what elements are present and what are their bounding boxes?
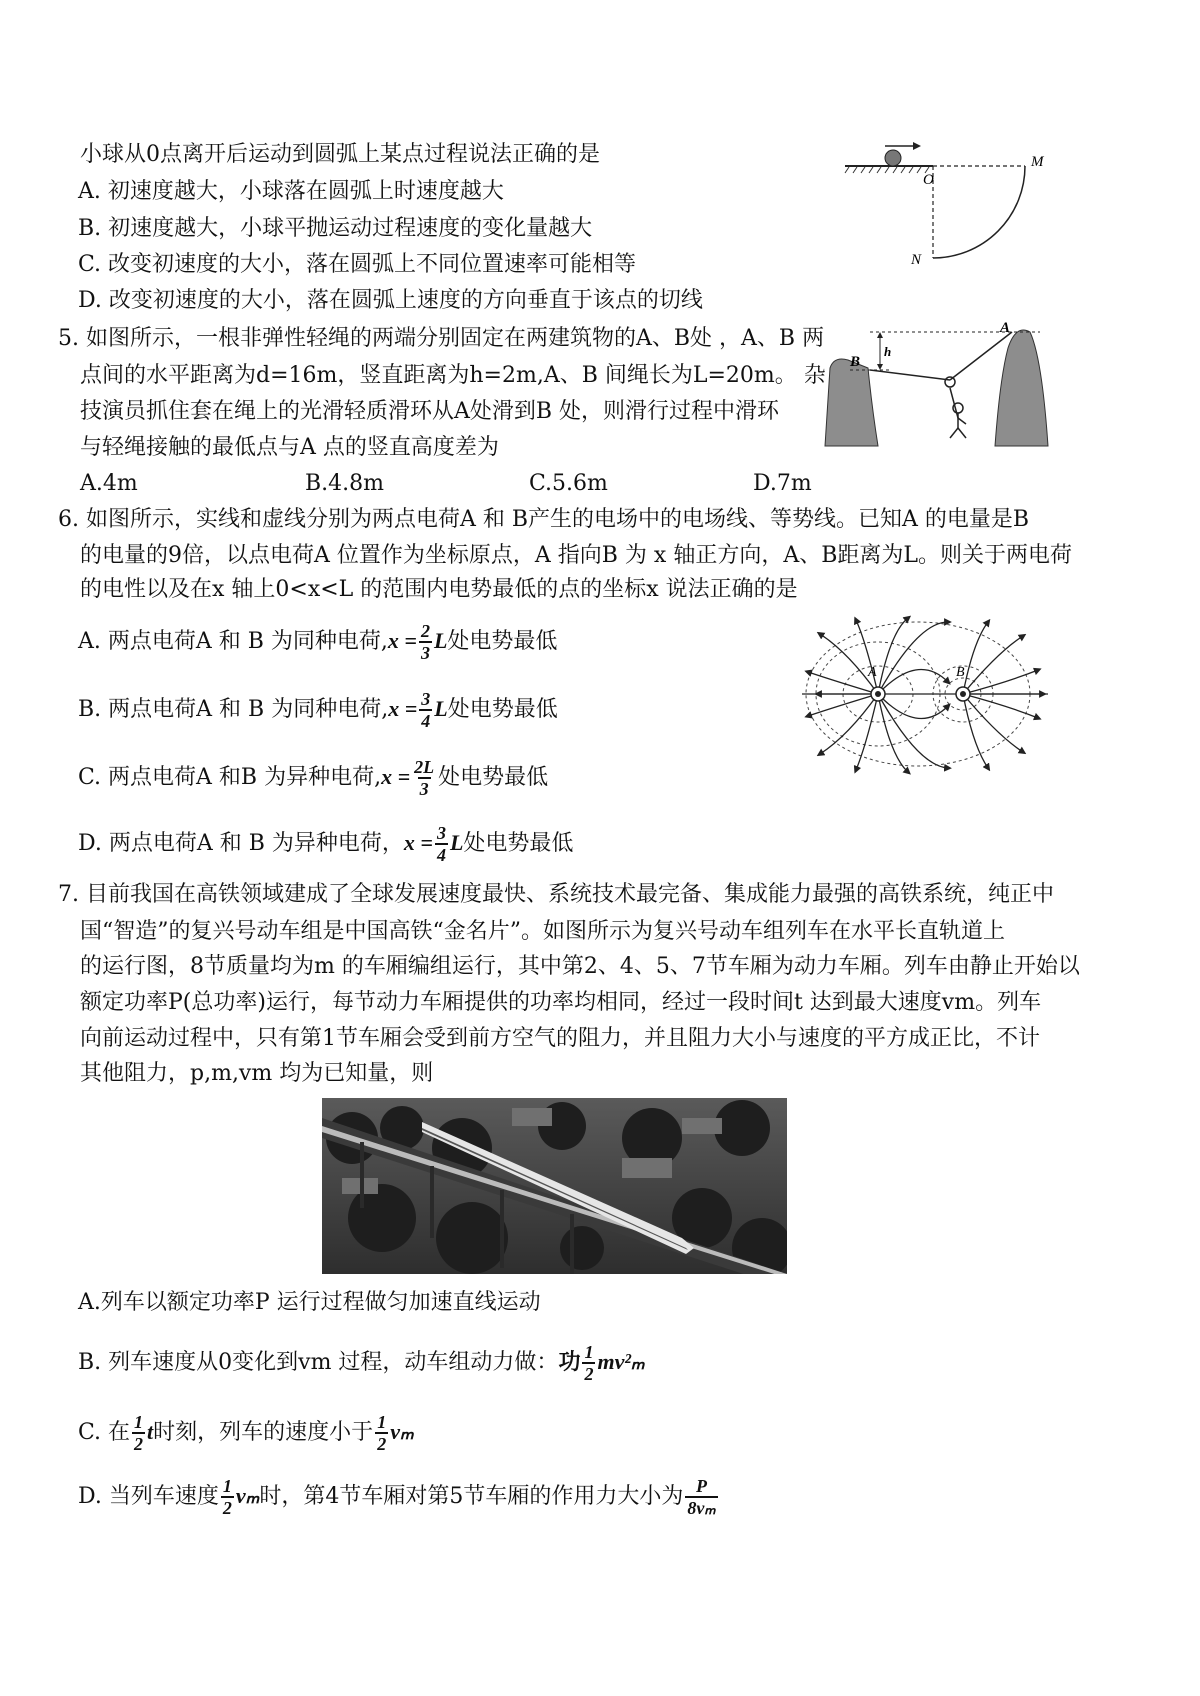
q7-b-text: B. 列车速度从0变化到vm 过程，动车组动力做： bbox=[78, 1350, 559, 1375]
q7-c-fraction2 bbox=[375, 1412, 388, 1454]
q7-option-c bbox=[78, 1412, 414, 1454]
q7-d-mid: 时，第4节车厢对第5节车厢的作用力大小为 bbox=[259, 1484, 684, 1509]
q5-option-c: C.5.6m bbox=[529, 471, 608, 496]
q6-c-den: 3 bbox=[419, 779, 429, 799]
q5-rope-figure bbox=[820, 318, 1055, 448]
q7-option-d bbox=[78, 1476, 720, 1518]
q6-b-fraction bbox=[419, 689, 432, 731]
q7-d-text: D. 当列车速度 bbox=[78, 1484, 219, 1509]
q6-c-x: x = bbox=[381, 764, 411, 789]
q7-d-fraction2 bbox=[685, 1476, 717, 1518]
q4-label-n: N bbox=[911, 252, 922, 268]
q4-option-b: B. 初速度越大，小球平抛运动过程速度的变化量越大 bbox=[78, 216, 593, 241]
q5-line1: 5. 如图所示，一根非弹性轻绳的两端分别固定在两建筑物的A、B处 ，A、B 两 bbox=[58, 326, 825, 351]
q7-line4: 额定功率P(总功率)运行，每节动力车厢提供的功率均相同，经过一段时间t 达到最大速度vm。列车 bbox=[80, 990, 1042, 1015]
q5-option-b: B.4.8m bbox=[305, 471, 385, 496]
q6-d-post: 处电势最低 bbox=[463, 831, 574, 856]
q6-option-d bbox=[78, 823, 573, 865]
q6-line3: 的电性以及在x 轴上0<x<L 的范围内电势最低的点的坐标x 说法正确的是 bbox=[80, 577, 798, 602]
q4-label-m: M bbox=[1031, 154, 1044, 170]
q6-b-l: L bbox=[434, 696, 448, 721]
q5-line4: 与轻绳接触的最低点与A 点的竖直高度差为 bbox=[80, 435, 499, 460]
q5-label-a: A bbox=[1000, 320, 1011, 336]
q6-label-a: A bbox=[868, 665, 877, 680]
q7-d-num1: 1 bbox=[222, 1476, 232, 1496]
q7-b-expr: mv²ₘ bbox=[597, 1349, 645, 1374]
q5-option-d: D.7m bbox=[753, 471, 812, 496]
q5-option-a: A.4m bbox=[80, 471, 138, 496]
q6-d-l: L bbox=[449, 830, 464, 855]
q6-a-text: A. 两点电荷A 和 B 为同种电荷, bbox=[78, 629, 388, 654]
q6-line1: 6. 如图所示，实线和虚线分别为两点电荷A 和 B产生的电场中的电场线、等势线。已知A 的电量是B bbox=[58, 507, 1030, 532]
q6-a-num: 2 bbox=[420, 621, 430, 641]
q7-d-v: vₘ bbox=[235, 1483, 260, 1508]
q7-train-photo bbox=[322, 1098, 787, 1274]
q5-line3: 技演员抓住套在绳上的光滑轻质滑环从A处滑到B 处，则滑行过程中滑环 bbox=[80, 399, 780, 424]
q6-option-b bbox=[78, 689, 558, 731]
q7-b-word: 功 bbox=[558, 1349, 581, 1375]
q7-b-fraction bbox=[582, 1342, 595, 1384]
q4-option-d: D. 改变初速度的大小，落在圆弧上速度的方向垂直于该点的切线 bbox=[78, 288, 703, 313]
q7-c-mid: 时刻，列车的速度小于 bbox=[153, 1420, 374, 1445]
q6-option-a bbox=[78, 621, 557, 663]
q6-a-fraction bbox=[419, 621, 432, 663]
q4-stem: 小球从0点离开后运动到圆弧上某点过程说法正确的是 bbox=[80, 142, 600, 167]
q6-b-post: 处电势最低 bbox=[447, 697, 558, 722]
q4-arc-figure bbox=[835, 140, 1050, 275]
q7-c-v: vₘ bbox=[390, 1419, 414, 1444]
q6-a-den: 3 bbox=[420, 643, 430, 663]
q6-a-post: 处电势最低 bbox=[447, 629, 558, 654]
q7-c-text: C. 在 bbox=[78, 1420, 131, 1445]
q6-b-x: x = bbox=[388, 696, 418, 721]
q6-b-text: B. 两点电荷A 和 B 为同种电荷, bbox=[78, 697, 389, 722]
q6-d-den: 4 bbox=[436, 845, 446, 865]
q7-line2: 国“智造”的复兴号动车组是中国高铁“金名片”。如图所示为复兴号动车组列车在水平长直轨道上 bbox=[80, 919, 1005, 944]
q4-label-o: O bbox=[923, 172, 934, 188]
q7-c-den2: 2 bbox=[377, 1434, 387, 1454]
q7-c-t: t bbox=[147, 1419, 154, 1444]
q6-label-b: B bbox=[956, 665, 965, 680]
q6-c-fraction bbox=[412, 757, 436, 799]
q7-line1: 7. 目前我国在高铁领域建成了全球发展速度最快、系统技术最完备、集成能力最强的高铁系统，纯正中 bbox=[58, 882, 1054, 907]
q5-label-h: h bbox=[884, 344, 892, 359]
q6-d-text: D. 两点电荷A 和 B 为异种电荷， bbox=[78, 831, 404, 856]
q7-line6: 其他阻力，p,m,vm 均为已知量，则 bbox=[80, 1061, 434, 1086]
q7-line3: 的运行图，8节质量均为m 的车厢编组运行，其中第2、4、5、7节车厢为动力车厢。列车由静止开始以 bbox=[80, 954, 1080, 979]
q6-b-num: 3 bbox=[421, 689, 431, 709]
q7-c-den1: 2 bbox=[134, 1434, 144, 1454]
q6-option-c bbox=[78, 757, 548, 799]
q6-b-den: 4 bbox=[421, 711, 431, 731]
q7-c-num1: 1 bbox=[134, 1412, 144, 1432]
q6-d-num: 3 bbox=[436, 823, 446, 843]
q4-option-c: C. 改变初速度的大小，落在圆弧上不同位置速率可能相等 bbox=[78, 252, 637, 277]
q6-c-post: 处电势最低 bbox=[438, 765, 549, 790]
q5-label-b: B bbox=[850, 354, 861, 370]
q7-d-den1: 2 bbox=[222, 1498, 232, 1518]
q7-b-num: 1 bbox=[584, 1342, 594, 1362]
q4-option-a: A. 初速度越大，小球落在圆弧上时速度越大 bbox=[78, 179, 504, 204]
q7-option-a: A.列车以额定功率P 运行过程做匀加速直线运动 bbox=[78, 1290, 541, 1315]
q7-d-fraction1 bbox=[221, 1476, 234, 1518]
q7-line5: 向前运动过程中，只有第1节车厢会受到前方空气的阻力，并且阻力大小与速度的平方成正比，不计 bbox=[80, 1026, 1041, 1051]
q6-field-figure bbox=[798, 612, 1053, 777]
q6-line2: 的电量的9倍，以点电荷A 位置作为坐标原点，A 指向B 为 x 轴正方向，A、B距离为L。则关于两电荷 bbox=[80, 543, 1072, 568]
q7-c-fraction1 bbox=[132, 1412, 145, 1454]
q6-a-x: x = bbox=[387, 628, 417, 653]
q7-d-num2: P bbox=[695, 1476, 707, 1496]
q7-c-num2: 1 bbox=[377, 1412, 387, 1432]
q5-line2: 点间的水平距离为d=16m，竖直距离为h=2m,A、B 间绳长为L=20m。 杂 bbox=[80, 363, 826, 388]
q7-option-b bbox=[78, 1342, 645, 1384]
q6-c-text: C. 两点电荷A 和B 为异种电荷, bbox=[78, 765, 382, 790]
q6-c-num: 2L bbox=[414, 757, 435, 777]
q7-d-den2: 8vₘ bbox=[687, 1498, 716, 1518]
q6-a-l: L bbox=[433, 628, 448, 653]
q7-b-den: 2 bbox=[584, 1364, 594, 1384]
q6-d-fraction bbox=[435, 823, 448, 865]
q6-d-x: x = bbox=[403, 830, 433, 855]
